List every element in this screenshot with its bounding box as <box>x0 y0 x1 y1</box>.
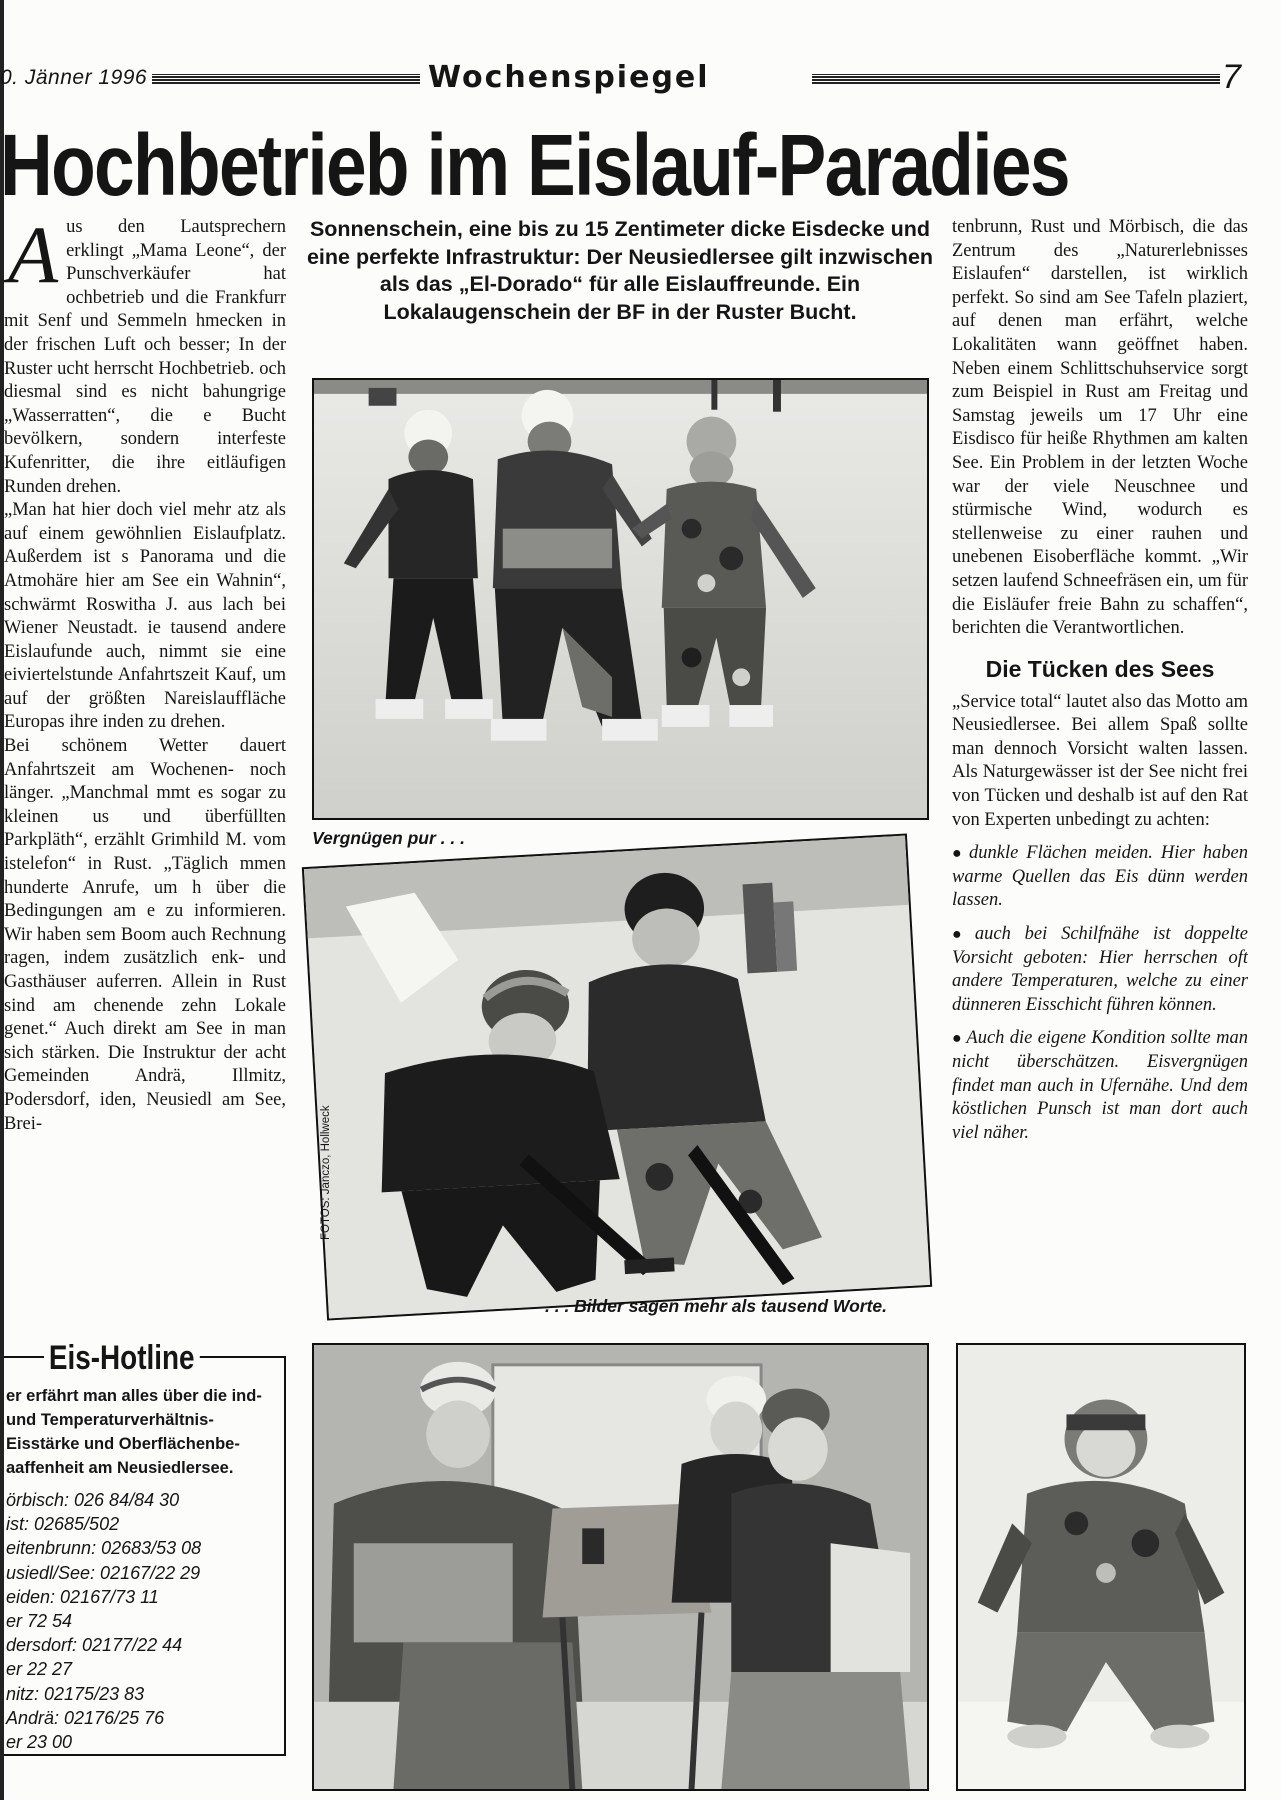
tip-bullet <box>952 1027 1248 1145</box>
eis-hotline-box <box>4 1338 290 1758</box>
article-paragraph: tenbrunn, Rust und Mörbisch, die das Zentrum des „Naturerlebnisses Eislaufen“ darstellen, ist wirklich perfekt. So sind am See Tafeln plaziert, auf denen man erfährt, welche Lokalitäten wann geöffnet haben. Neben einem Schlittschuhservice sorgt zum Beispiel in Rust am Freitag und Samstag jeweils um 17 Uhr eine Eisdisco für heiße Rhythmen am kalten See. Ein Problem in der letzten Woche war der viele Neuschnee und stürmische Wind, wodurch es stellenweise zu einer rauhen und unebenen Eisoberfläche kommt. „Wir setzen laufend Schneefräsen ein, um für die Eisläufer freie Bahn zu schaffen“, berichten die Verantwortlichen. <box>952 217 1248 639</box>
photo-caption: Vergnügen pur . . . <box>312 828 465 848</box>
photo-hockey-boys-image <box>304 836 930 1319</box>
section-title: Wochenspiegel <box>428 60 710 95</box>
photo-skating-children-image <box>314 380 927 818</box>
photo-child-in-snow <box>956 1343 1246 1791</box>
hotline-entry: örbisch: 026 84/84 30 <box>6 1490 180 1510</box>
hotline-entry: eitenbrunn: 02683/53 08 <box>6 1538 202 1559</box>
issue-date: 0. Jänner 1996 <box>0 66 148 89</box>
page-number: 7 <box>1222 58 1241 96</box>
hotline-entry: er 23 00 <box>6 1732 73 1753</box>
hotline-entry: ist: 02685/502 <box>6 1514 120 1535</box>
photo-caption: . . . Bilder sagen mehr als tausend Worte. <box>545 1296 887 1316</box>
tip-text: Auch die eigene Kondition sollte man nicht überschätzen. Eisvergnügen findet man auch in Ufernähe. Und dem köstlichen Punsch ist man dort auch viel näher. <box>952 1028 1248 1143</box>
headline <box>0 118 1250 214</box>
tip-text: dunkle Flächen meiden. Hier haben warme Quellen das Eis dünn werden lassen. <box>952 843 1248 911</box>
photo-credit: FOTOS: Janczo, Hollweck <box>320 1105 332 1240</box>
hotline-entry: Andrä: 02176/25 76 <box>6 1707 165 1728</box>
hotline-entry: er 22 27 <box>6 1659 73 1680</box>
article-column-right <box>952 216 1248 1316</box>
hotline-intro: er erfährt man alles über die ind- und Temperaturverhältnis- Eisstärke und Oberflächenbe- aaffenheit am Neusiedlersee. <box>6 1387 262 1477</box>
photo-group-at-table-image <box>314 1345 927 1789</box>
tip-bullet <box>952 842 1248 913</box>
tip-bullet <box>952 923 1248 1017</box>
bullet-dot-icon: ● <box>952 1030 963 1048</box>
drop-cap: A <box>8 216 59 300</box>
hotline-entry: usiedl/See: 02167/22 29 <box>6 1562 201 1583</box>
article-paragraph: „Man hat hier doch viel mehr atz als auf einem gewöhnlien Eislaufplatz. Außerdem ist s Panorama und die Atmohäre hier am See ein Wahnin“, schwärmt Roswitha J. aus lach bei Wiener Neustadt. ie tausend andere Eislaufunde auch, nimmt sie eine eiviertelstunde Anfahrtszeit Kauf, um auf der größten Nareislauffläche Europas ihre inden zu drehen. <box>4 500 286 733</box>
article-lead: Sonnenschein, eine bis zu 15 Zentimeter dicke Eisdecke und eine perfekte Infrastruktur: Der Neusiedlersee gilt inzwischen als das „El-Dorado“ für alle Eislauffreunde. Ein Lokalaugenschein der BF in der Ruster Bucht. <box>306 217 934 324</box>
bullet-dot-icon: ● <box>952 926 971 944</box>
photo-hockey-boys <box>302 833 932 1320</box>
page-header <box>0 58 1246 98</box>
article-column-left <box>4 216 286 1306</box>
hotline-entry: eiden: 02167/73 11 <box>6 1586 159 1607</box>
photo-group-at-table <box>312 1343 929 1791</box>
article-paragraph: „Service total“ lautet also das Motto am Neusiedlersee. Bei allem Spaß sollte man dennoch Vorsicht walten lassen. Als Naturgewässer ist der See nicht frei von Tücken und deshalb ist auf den Rat von Experten unbedingt zu achten: <box>952 691 1248 830</box>
photo-skating-children <box>312 378 929 820</box>
bullet-dot-icon: ● <box>952 845 966 863</box>
hotline-entry: nitz: 02175/23 83 <box>6 1683 145 1704</box>
hotline-entry: dersdorf: 02177/22 44 <box>6 1635 183 1656</box>
hotline-list <box>6 1488 278 1754</box>
article-paragraph: Bei schönem Wetter dauert Anfahrtszeit am Wochenen- noch länger. „Manchmal mmt es sogar zu kleinen us und überfüllten Parkpläth“, erzählt Grimhild M. vom istelefon“ in Rust. „Täglich mmen hunderte Anrufe, um h über die Bedingungen am e zu informieren. Wir haben sem Boom auch Rechnung ragen, indem zusätzlich enk- und Gasthäuser auferren. Allein in Rust sind am chenende zehn Lokale genet.“ Auch direkt am See in man sich stärken. Die Instruktur der acht Gemeinden Andrä, Illmitz, Podersdorf, iden, Neusiedl am See, Brei- <box>4 736 286 1134</box>
article-paragraph: us den Lautsprechern erklingt „Mama Leone“, der Punschverkäufer hat ochbetrieb und die Frankfurr mit Senf und Semmeln hmecken in der frischen Luft och besser; In der Ruster ucht herrscht Hochbetrieb. och diesmal sind es nicht bahungrige „Wasserratten“, die e Bucht bevölkern, sondern interfeste Kufenritter, die ihre eitläufigen Runden drehen. <box>4 217 286 497</box>
tip-text: auch bei Schilfnähe ist doppelte Vorsicht geboten: Hier herrschen oft andere Temperaturen, welche zu einer dünneren Eisschicht führen können. <box>952 924 1248 1015</box>
photo-child-in-snow-image <box>958 1345 1244 1789</box>
hotline-entry: er 72 54 <box>6 1611 73 1632</box>
header-rule-right <box>812 74 1220 84</box>
hotline-title: Eis-Hotline <box>44 1338 199 1378</box>
headline-text: Hochbetrieb im Eislauf-Paradies <box>0 118 1069 214</box>
header-rule-left <box>152 74 420 84</box>
subheading: Die Tücken des Sees <box>985 655 1215 682</box>
